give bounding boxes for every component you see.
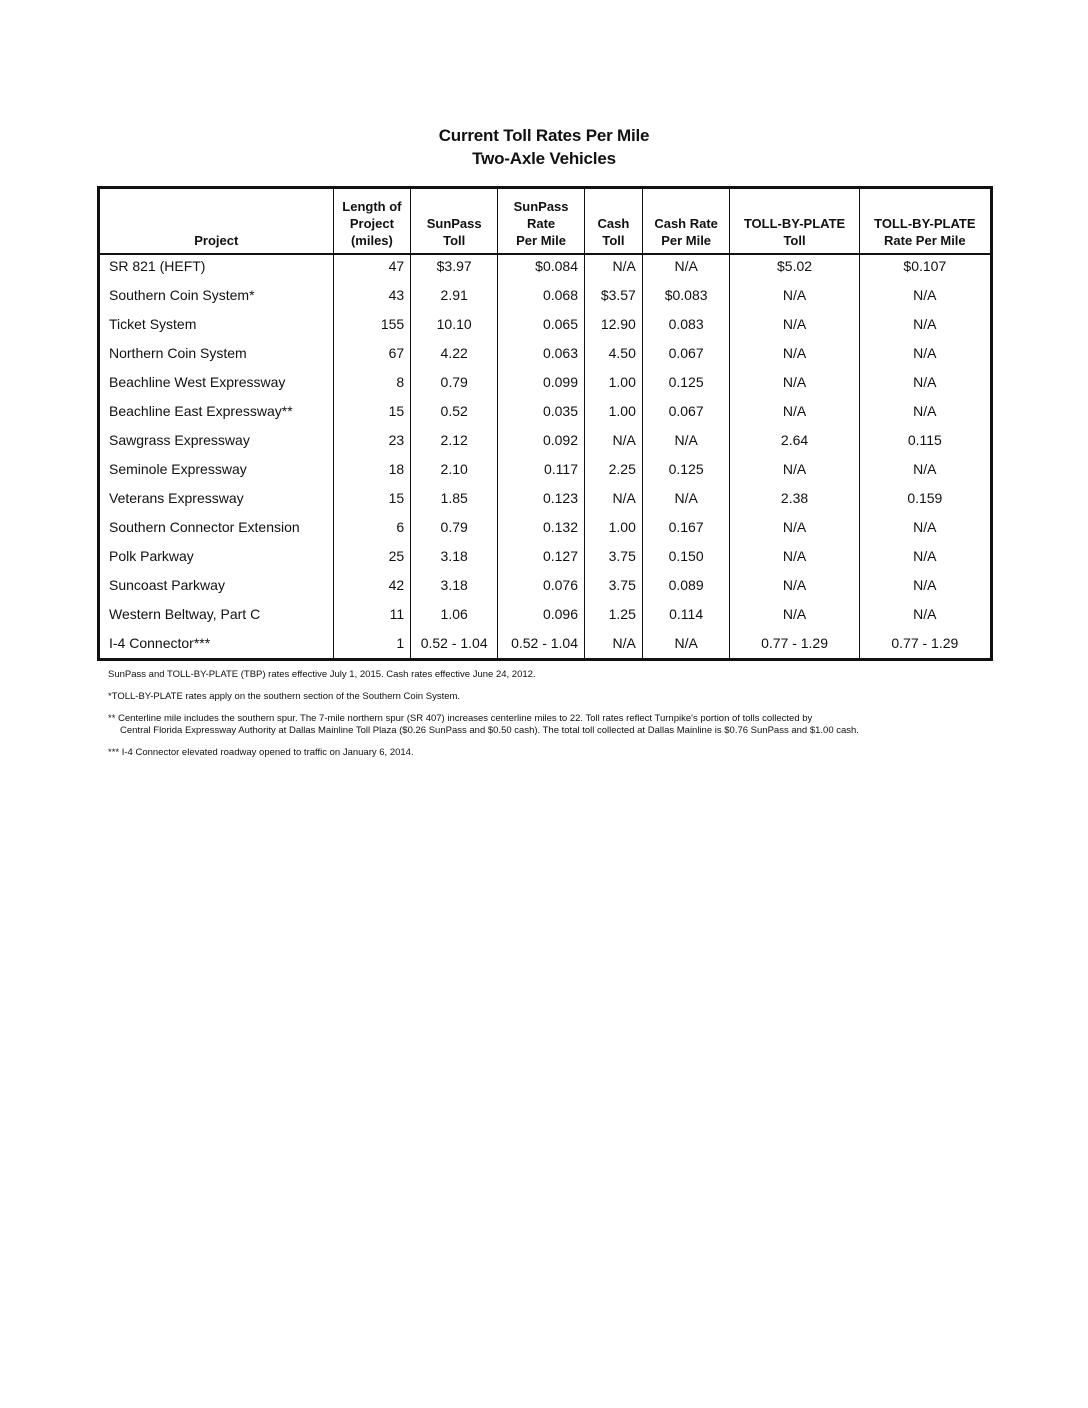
table-cell-tbp-toll: N/A xyxy=(730,454,859,483)
table-cell-length: 1 xyxy=(333,628,411,660)
table-cell-cash-toll: N/A xyxy=(585,425,643,454)
column-header-line: Cash Rate xyxy=(654,216,718,231)
table-cell-sunpass-toll: $3.97 xyxy=(411,254,498,280)
table-row xyxy=(99,280,992,309)
table-cell-tbp-toll: 2.64 xyxy=(730,425,859,454)
table-cell-sunpass-toll: 0.79 xyxy=(411,367,498,396)
table-cell-cash-toll: N/A xyxy=(585,254,643,280)
column-header-line: Toll xyxy=(783,233,806,248)
table-cell-length: 155 xyxy=(333,309,411,338)
table-cell-tbp-rate: N/A xyxy=(859,541,991,570)
table-cell-sunpass-rate: 0.132 xyxy=(498,512,585,541)
table-cell-cash-rate: 0.150 xyxy=(642,541,730,570)
table-row xyxy=(99,541,992,570)
table-cell-length: 47 xyxy=(333,254,411,280)
table-cell-tbp-rate: N/A xyxy=(859,512,991,541)
table-cell-sunpass-rate: 0.076 xyxy=(498,570,585,599)
table-cell-tbp-rate: N/A xyxy=(859,454,991,483)
column-header-project xyxy=(99,188,334,255)
table-cell-sunpass-toll: 1.06 xyxy=(411,599,498,628)
table-cell-cash-rate: 0.067 xyxy=(642,396,730,425)
table-cell-cash-rate: 0.114 xyxy=(642,599,730,628)
column-header-line: (miles) xyxy=(350,233,393,248)
table-cell-tbp-rate: N/A xyxy=(859,338,991,367)
table-cell-cash-rate: N/A xyxy=(642,628,730,660)
table-cell-project: Sawgrass Expressway xyxy=(109,431,250,448)
table-cell-cash-toll: 2.25 xyxy=(585,454,643,483)
table-cell-length: 23 xyxy=(333,425,411,454)
table-cell-length: 6 xyxy=(333,512,411,541)
table-cell-project: Southern Connector Extension xyxy=(109,518,300,535)
table-cell-project: Veterans Expressway xyxy=(109,489,244,506)
table-cell-length: 43 xyxy=(333,280,411,309)
table-cell-length: 18 xyxy=(333,454,411,483)
footnote-centerline-line2: Central Florida Expressway Authority at Dallas Mainline Toll Plaza ($0.26 SunPass and $0.50 cash). The total toll collected at Dallas Mainline is $0.76 SunPass and $1.00 cash. xyxy=(120,725,859,736)
table-cell-sunpass-toll: 3.18 xyxy=(411,570,498,599)
table-cell-project: I-4 Connector*** xyxy=(109,635,211,651)
column-header-line: Rate Per Mile xyxy=(884,233,966,248)
page-subtitle: Two-Axle Vehicles xyxy=(472,149,616,168)
table-row xyxy=(99,512,992,541)
column-header-line: Cash xyxy=(597,216,630,231)
table-cell-project: Polk Parkway xyxy=(109,547,194,564)
table-cell-cash-rate: N/A xyxy=(642,254,730,280)
table-cell-sunpass-toll: 2.10 xyxy=(411,454,498,483)
table-cell-sunpass-toll: 3.18 xyxy=(411,541,498,570)
column-header-line: SunPass xyxy=(513,199,569,214)
table-cell-project: Ticket System xyxy=(109,315,197,332)
table-row xyxy=(99,570,992,599)
column-header-tbp-rate xyxy=(859,188,991,255)
table-row xyxy=(99,628,992,660)
footnote-toll-by-plate: *TOLL-BY-PLATE rates apply on the southern section of the Southern Coin System. xyxy=(108,691,461,702)
column-header-length xyxy=(333,188,411,255)
column-header-line: Per Mile xyxy=(516,233,566,248)
table-cell-tbp-rate: N/A xyxy=(859,570,991,599)
table-cell-tbp-rate: N/A xyxy=(859,367,991,396)
table-cell-project: Western Beltway, Part C xyxy=(109,605,261,622)
table-cell-tbp-rate: 0.159 xyxy=(859,483,991,512)
table-cell-sunpass-rate: $0.084 xyxy=(498,254,585,280)
table-cell-cash-toll: $3.57 xyxy=(585,280,643,309)
table-cell-sunpass-toll: 0.52 - 1.04 xyxy=(411,628,498,660)
column-header-line: Toll xyxy=(602,233,625,248)
table-cell-tbp-rate: N/A xyxy=(859,309,991,338)
table-cell-tbp-toll: N/A xyxy=(730,396,859,425)
table-cell-tbp-rate: N/A xyxy=(859,599,991,628)
table-cell-sunpass-rate: 0.092 xyxy=(498,425,585,454)
table-cell-length: 25 xyxy=(333,541,411,570)
table-cell-project: Beachline West Expressway xyxy=(109,373,286,390)
footnotes xyxy=(108,669,1008,769)
table-cell-sunpass-toll: 1.85 xyxy=(411,483,498,512)
table-cell-cash-rate: 0.125 xyxy=(642,454,730,483)
table-cell-sunpass-rate: 0.068 xyxy=(498,280,585,309)
column-header-line: Per Mile xyxy=(661,233,712,248)
table-cell-tbp-toll: N/A xyxy=(730,309,859,338)
page-title: Current Toll Rates Per Mile xyxy=(438,126,650,145)
table-cell-cash-rate: N/A xyxy=(642,483,730,512)
table-cell-sunpass-rate: 0.035 xyxy=(498,396,585,425)
table-cell-cash-rate: 0.089 xyxy=(642,570,730,599)
table-cell-tbp-toll: 2.38 xyxy=(730,483,859,512)
table-cell-sunpass-toll: 4.22 xyxy=(411,338,498,367)
column-header-line: Project xyxy=(194,233,239,248)
table-cell-tbp-rate: N/A xyxy=(859,280,991,309)
table-cell-tbp-rate: 0.77 - 1.29 xyxy=(859,628,991,660)
table-cell-cash-rate: 0.067 xyxy=(642,338,730,367)
table-cell-sunpass-toll: 10.10 xyxy=(411,309,498,338)
column-header-line: SunPass xyxy=(426,216,482,231)
table-cell-cash-toll: N/A xyxy=(585,483,643,512)
column-header-line: Length of xyxy=(342,199,402,214)
table-row xyxy=(99,454,992,483)
table-cell-sunpass-toll: 2.12 xyxy=(411,425,498,454)
table-cell-cash-toll: 1.00 xyxy=(585,367,643,396)
table-cell-length: 67 xyxy=(333,338,411,367)
table-cell-sunpass-toll: 0.52 xyxy=(411,396,498,425)
table-cell-cash-toll: 3.75 xyxy=(585,570,643,599)
table-cell-cash-toll: 4.50 xyxy=(585,338,643,367)
table-cell-cash-rate: 0.083 xyxy=(642,309,730,338)
table-cell-sunpass-rate: 0.117 xyxy=(498,454,585,483)
table-cell-tbp-toll: N/A xyxy=(730,280,859,309)
table-cell-tbp-toll: N/A xyxy=(730,512,859,541)
table-cell-length: 15 xyxy=(333,483,411,512)
table-cell-cash-toll: 12.90 xyxy=(585,309,643,338)
table-cell-sunpass-rate: 0.123 xyxy=(498,483,585,512)
column-header-line: Rate xyxy=(526,216,556,231)
column-header-tbp-toll xyxy=(730,188,859,255)
footnote-centerline xyxy=(108,713,1008,737)
table-cell-sunpass-rate: 0.52 - 1.04 xyxy=(498,628,585,660)
column-header-cash-rate xyxy=(642,188,730,255)
table-header-row xyxy=(99,188,992,255)
column-header-line: TOLL-BY-PLATE xyxy=(874,216,976,231)
table-cell-tbp-rate: $0.107 xyxy=(859,254,991,280)
table-cell-cash-toll: 3.75 xyxy=(585,541,643,570)
footnote-i4-connector: *** I-4 Connector elevated roadway opened to traffic on January 6, 2014. xyxy=(108,747,414,758)
table-cell-cash-rate: 0.167 xyxy=(642,512,730,541)
table-cell-sunpass-toll: 0.79 xyxy=(411,512,498,541)
column-header-line: TOLL-BY-PLATE xyxy=(743,216,846,231)
table-row xyxy=(99,367,992,396)
table-cell-tbp-toll: N/A xyxy=(730,367,859,396)
table-cell-project: Suncoast Parkway xyxy=(109,576,225,593)
table-cell-sunpass-toll: 2.91 xyxy=(411,280,498,309)
column-header-line: Toll xyxy=(443,233,466,248)
table-body xyxy=(99,254,992,660)
toll-rates-table xyxy=(97,186,993,661)
table-cell-tbp-toll: N/A xyxy=(730,599,859,628)
table-cell-tbp-toll: N/A xyxy=(730,338,859,367)
table-cell-sunpass-rate: 0.099 xyxy=(498,367,585,396)
table-cell-project: SR 821 (HEFT) xyxy=(109,258,206,274)
table-cell-sunpass-rate: 0.127 xyxy=(498,541,585,570)
footnote-effective-dates: SunPass and TOLL-BY-PLATE (TBP) rates effective July 1, 2015. Cash rates effective June 24, 2012. xyxy=(108,669,536,680)
table-row xyxy=(99,338,992,367)
table-cell-sunpass-rate: 0.096 xyxy=(498,599,585,628)
footnote-centerline-line1: ** Centerline mile includes the southern spur. The 7-mile northern spur (SR 407) increases centerline miles to 22. Toll rates reflect Turnpike's portion of tolls collected by xyxy=(108,713,813,724)
table-cell-cash-toll: 1.00 xyxy=(585,396,643,425)
table-cell-project: Southern Coin System* xyxy=(109,286,255,303)
page-title-block xyxy=(0,124,1088,170)
column-header-sunpass-rate xyxy=(498,188,585,255)
table-cell-cash-rate: $0.083 xyxy=(642,280,730,309)
table-row xyxy=(99,396,992,425)
table-cell-length: 15 xyxy=(333,396,411,425)
table-cell-cash-toll: N/A xyxy=(585,628,643,660)
table-cell-cash-rate: N/A xyxy=(642,425,730,454)
table-row xyxy=(99,309,992,338)
table-cell-tbp-toll: $5.02 xyxy=(730,254,859,280)
table-cell-length: 42 xyxy=(333,570,411,599)
table-row xyxy=(99,483,992,512)
table-cell-tbp-toll: 0.77 - 1.29 xyxy=(730,628,859,660)
column-header-cash-toll xyxy=(585,188,643,255)
table-row xyxy=(99,425,992,454)
table-row xyxy=(99,599,992,628)
column-header-sunpass-toll xyxy=(411,188,498,255)
table-cell-project: Beachline East Expressway** xyxy=(109,402,293,419)
table-cell-length: 8 xyxy=(333,367,411,396)
table-cell-tbp-rate: 0.115 xyxy=(859,425,991,454)
table-cell-tbp-toll: N/A xyxy=(730,541,859,570)
table-cell-cash-toll: 1.25 xyxy=(585,599,643,628)
table-cell-tbp-toll: N/A xyxy=(730,570,859,599)
table-cell-cash-rate: 0.125 xyxy=(642,367,730,396)
table-cell-cash-toll: 1.00 xyxy=(585,512,643,541)
table-cell-project: Northern Coin System xyxy=(109,344,247,361)
table-cell-sunpass-rate: 0.063 xyxy=(498,338,585,367)
table-cell-length: 11 xyxy=(333,599,411,628)
table-cell-tbp-rate: N/A xyxy=(859,396,991,425)
table-row xyxy=(99,254,992,280)
column-header-line: Project xyxy=(349,216,394,231)
table-cell-sunpass-rate: 0.065 xyxy=(498,309,585,338)
table-cell-project: Seminole Expressway xyxy=(109,460,247,477)
